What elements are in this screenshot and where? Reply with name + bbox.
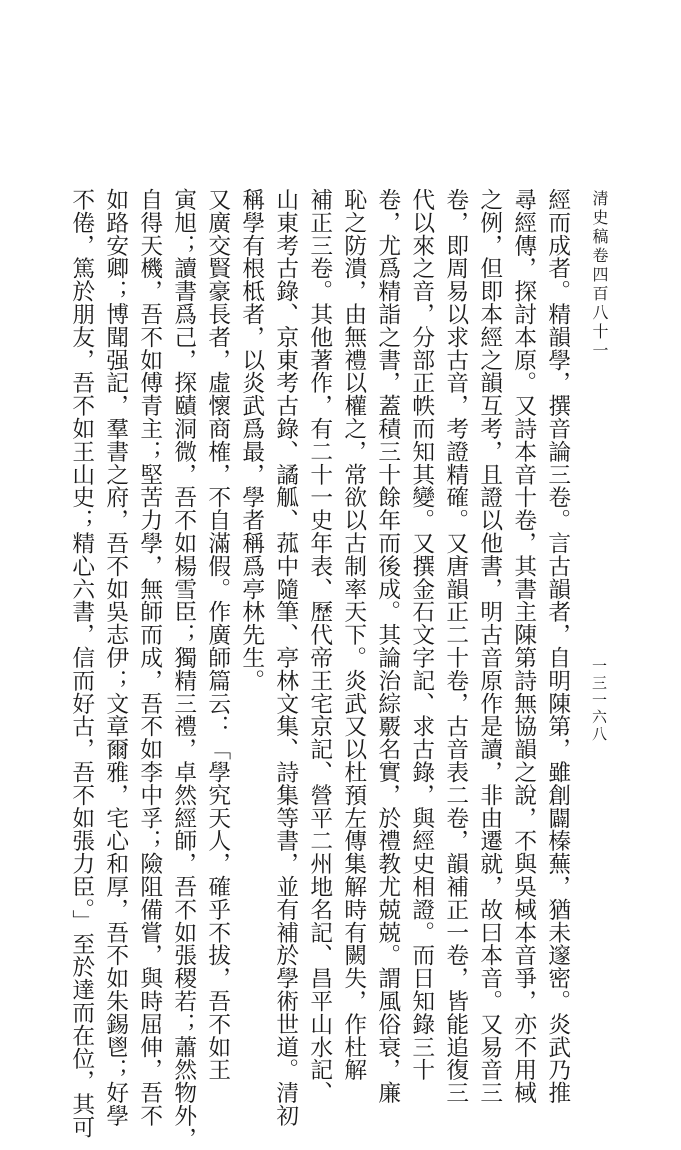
text-column: 卷，尤爲精詣之書，蓋積三十餘年而後成。其論治綜覈名實，於禮教尤兢兢。謂風俗衰，廉 [374, 188, 401, 1104]
text-column: 卷，即周易以求古音，考證精確。又唐韻正二十卷，古音表二卷，韻補正一卷，皆能追復三 [442, 188, 469, 1104]
text-column: 寅旭；讀書爲己，探賾洞微，吾不如楊雪臣；獨精三禮，卓然經師，吾不如張稷若；蕭然物外， [170, 188, 197, 1150]
text-column: 補正三卷。其他著作，有二十一史年表、歷代帝王宅京記、營平二州地名記、昌平山水記、 [306, 188, 333, 1104]
text-column: 尋經傳，探討本原。又詩本音十卷，其書主陳第詩無協韻之說，不與吳棫本音爭，亦不用棫 [510, 188, 537, 1104]
text-column: 不倦，篤於朋友，吾不如王山史；精心六書，信而好古，吾不如張力臣。」至於達而在位，其可 [68, 188, 95, 1139]
page-number: 一三一六八 [590, 658, 608, 743]
text-column: 又廣交賢豪長者，虛懷商榷，不自滿假。作廣師篇云：「學究天人，確乎不拔，吾不如王 [204, 188, 231, 1082]
text-column: 恥之防潰，由無禮以權之，常欲以古制率天下。炎武又以杜預左傳集解時有闕失，作杜解 [340, 188, 367, 1082]
running-header: 清史稿卷四百八十一 [590, 190, 609, 361]
text-column: 如路安卿；博聞强記，羣書之府，吾不如吳志伊；文章爾雅，宅心和厚，吾不如朱錫鬯；好學 [102, 188, 129, 1127]
text-column: 自得天機，吾不如傅青主；堅苦力學，無師而成，吾不如李中孚；險阻備嘗，與時屈伸，吾不 [136, 188, 163, 1127]
text-column: 代以來之音，分部正帙而知其變。又撰金石文字記、求古錄，與經史相證。而日知錄三十 [408, 188, 435, 1082]
text-column: 山東考古錄、京東考古錄、譎觚、菰中隨筆、亭林文集、詩集等書，並有補於學術世道。清初 [272, 188, 299, 1127]
text-column: 稱學有根柢者，以炎武爲最，學者稱爲亭林先生。 [238, 188, 265, 692]
text-column: 經而成者。精韻學，撰音論三卷。言古韻者，自明陳第，雖創闢榛蕪，猶未邃密。炎武乃推 [544, 188, 571, 1104]
text-column: 之例，但即本經之韻互考，且證以他書，明古音原作是讀，非由遷就，故曰本音。又易音三 [476, 188, 503, 1104]
